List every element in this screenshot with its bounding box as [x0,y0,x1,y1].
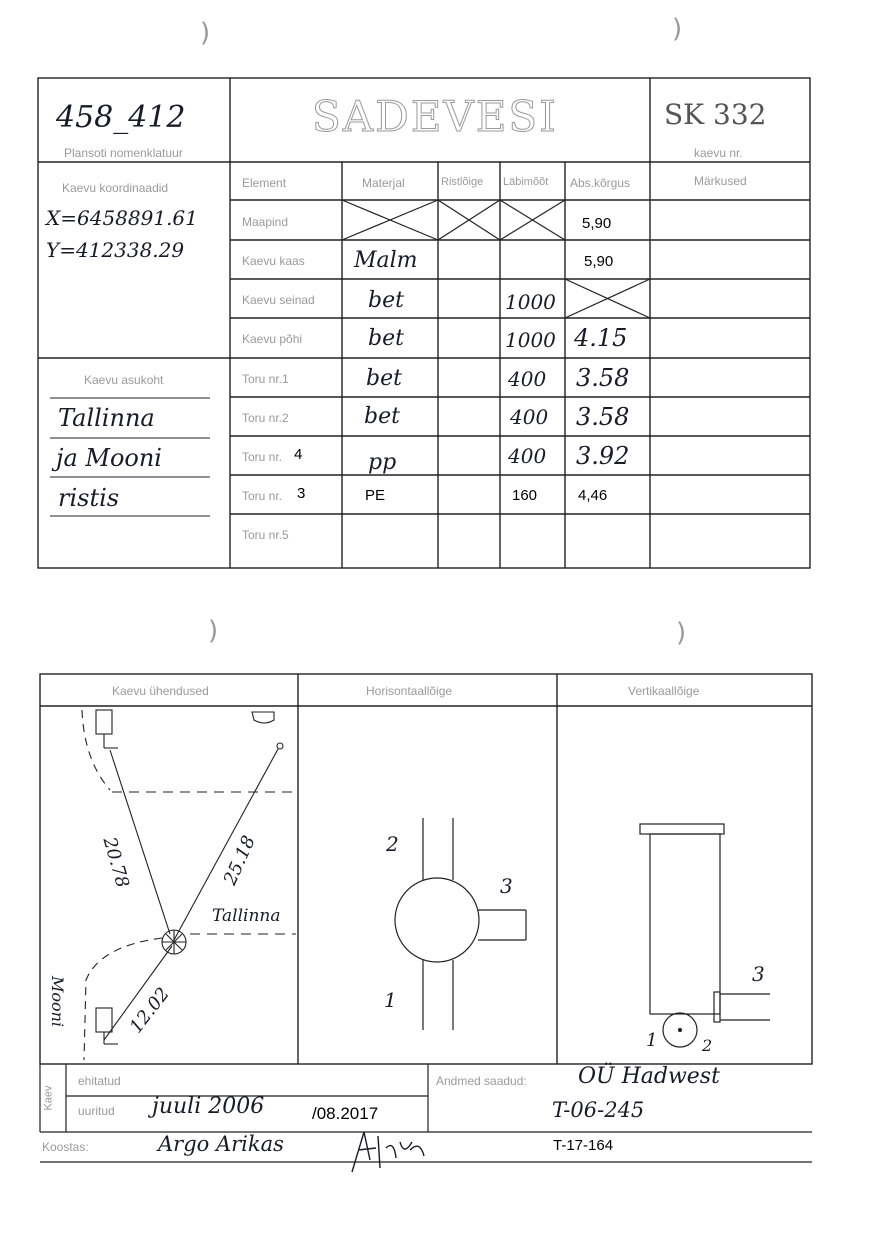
elevation-cell: 5,90 [584,253,614,270]
row-element: Toru nr.2 [242,411,289,425]
location-line-3: ristis [58,484,120,512]
horizontal-pipe-label: 2 [386,832,399,856]
col-header-notes: Märkused [694,174,747,188]
horizontal-pipe-label: 1 [384,988,397,1012]
location-label: Kaevu asukoht [84,373,164,387]
footer-data-label: Andmed saadud: [436,1074,527,1088]
elevation-cell: 3.58 [576,364,630,392]
footer-side-label: Kaev [42,1085,55,1111]
coords-label: Kaevu koordinaadid [62,181,169,195]
col-header-elevation: Abs.kõrgus [570,176,631,190]
street-label-a: Tallinna [212,906,281,926]
material-cell: bet [368,326,404,351]
footer-surveyed-value: juuli 2006 [152,1094,265,1119]
well-number-value: SK 332 [664,98,767,131]
material-cell: pp [368,450,397,475]
distance-label-c: 12.02 [125,983,174,1038]
distance-label-a: 20.78 [98,834,133,891]
row-element: Toru nr. [242,450,283,464]
col-header-diameter: Läbimõõt [503,176,549,188]
location-line-1: Tallinna [58,404,155,432]
sketch-header-horizontal: Horisontaallõige [366,684,453,698]
material-cell: bet [368,288,404,313]
elevation-cell: 5,90 [582,215,612,232]
diameter-cell: 1000 [505,328,556,352]
sketch-header-connections: Kaevu ühendused [112,684,209,698]
elevation-cell: 3.92 [576,442,630,470]
elevation-cell: 4,46 [578,487,608,504]
col-header-element: Element [242,176,287,190]
well-number-label: kaevu nr. [694,146,743,160]
form-title: SADEVESI [312,92,558,141]
location-line-2: ja Mooni [56,444,162,472]
row-element: Kaevu seinad [242,293,315,307]
col-header-material: Materjal [362,176,405,190]
row-element-extra: 3 [297,485,306,502]
row-element: Toru nr.5 [242,528,289,542]
material-cell: bet [364,404,400,429]
diameter-cell: 160 [512,487,538,504]
footer-surveyed-label: uuritud [78,1104,115,1118]
footer-built-label: ehitatud [78,1074,121,1088]
vertical-pipe-label: 3 [752,962,765,986]
row-element: Maapind [242,215,289,229]
vertical-section [640,824,770,1047]
coord-x: X=6458891.61 [46,206,198,230]
elevation-cell: 4.15 [574,324,628,352]
footer-ref-typed: T-17-164 [553,1137,614,1154]
row-element: Toru nr. [242,489,283,503]
row-element-extra: 4 [294,446,303,463]
footer-surveyed-typed: /08.2017 [312,1104,379,1123]
footer-ref-handwritten: T-06-245 [552,1098,645,1122]
horizontal-pipe-label: 3 [500,874,513,898]
street-label-b: Mooni [48,975,68,1028]
diameter-cell: 1000 [505,290,556,314]
diameter-cell: 400 [508,367,547,391]
horizontal-section [395,818,526,1030]
vertical-pipe-label: 1 [646,1030,658,1051]
footer-data-value: OÜ Hadwest [578,1064,720,1089]
row-element: Toru nr.1 [242,372,289,386]
material-cell: bet [366,366,402,391]
diameter-cell: 400 [510,405,549,429]
coord-y: Y=412338.29 [46,238,185,262]
col-header-cross: Ristlõige [441,176,484,188]
row-element: Kaevu põhi [242,332,303,346]
diameter-cell: 400 [508,444,547,468]
footer-compiled-label: Koostas: [42,1140,89,1154]
vertical-pipe-label: 2 [702,1036,713,1055]
footer-compiled-value: Argo Arikas [158,1132,284,1156]
row-element: Kaevu kaas [242,254,305,268]
signature [352,1132,424,1172]
nomenclature-label: Plansoti nomenklatuur [64,146,183,160]
sketch-header-vertical: Vertikaallõige [628,684,700,698]
elevation-cell: 3.58 [576,403,630,431]
nomenclature-value: 458_412 [56,100,186,135]
material-cell: PE [365,487,386,504]
material-cell: Malm [354,248,418,273]
distance-label-b: 25.18 [219,832,260,889]
